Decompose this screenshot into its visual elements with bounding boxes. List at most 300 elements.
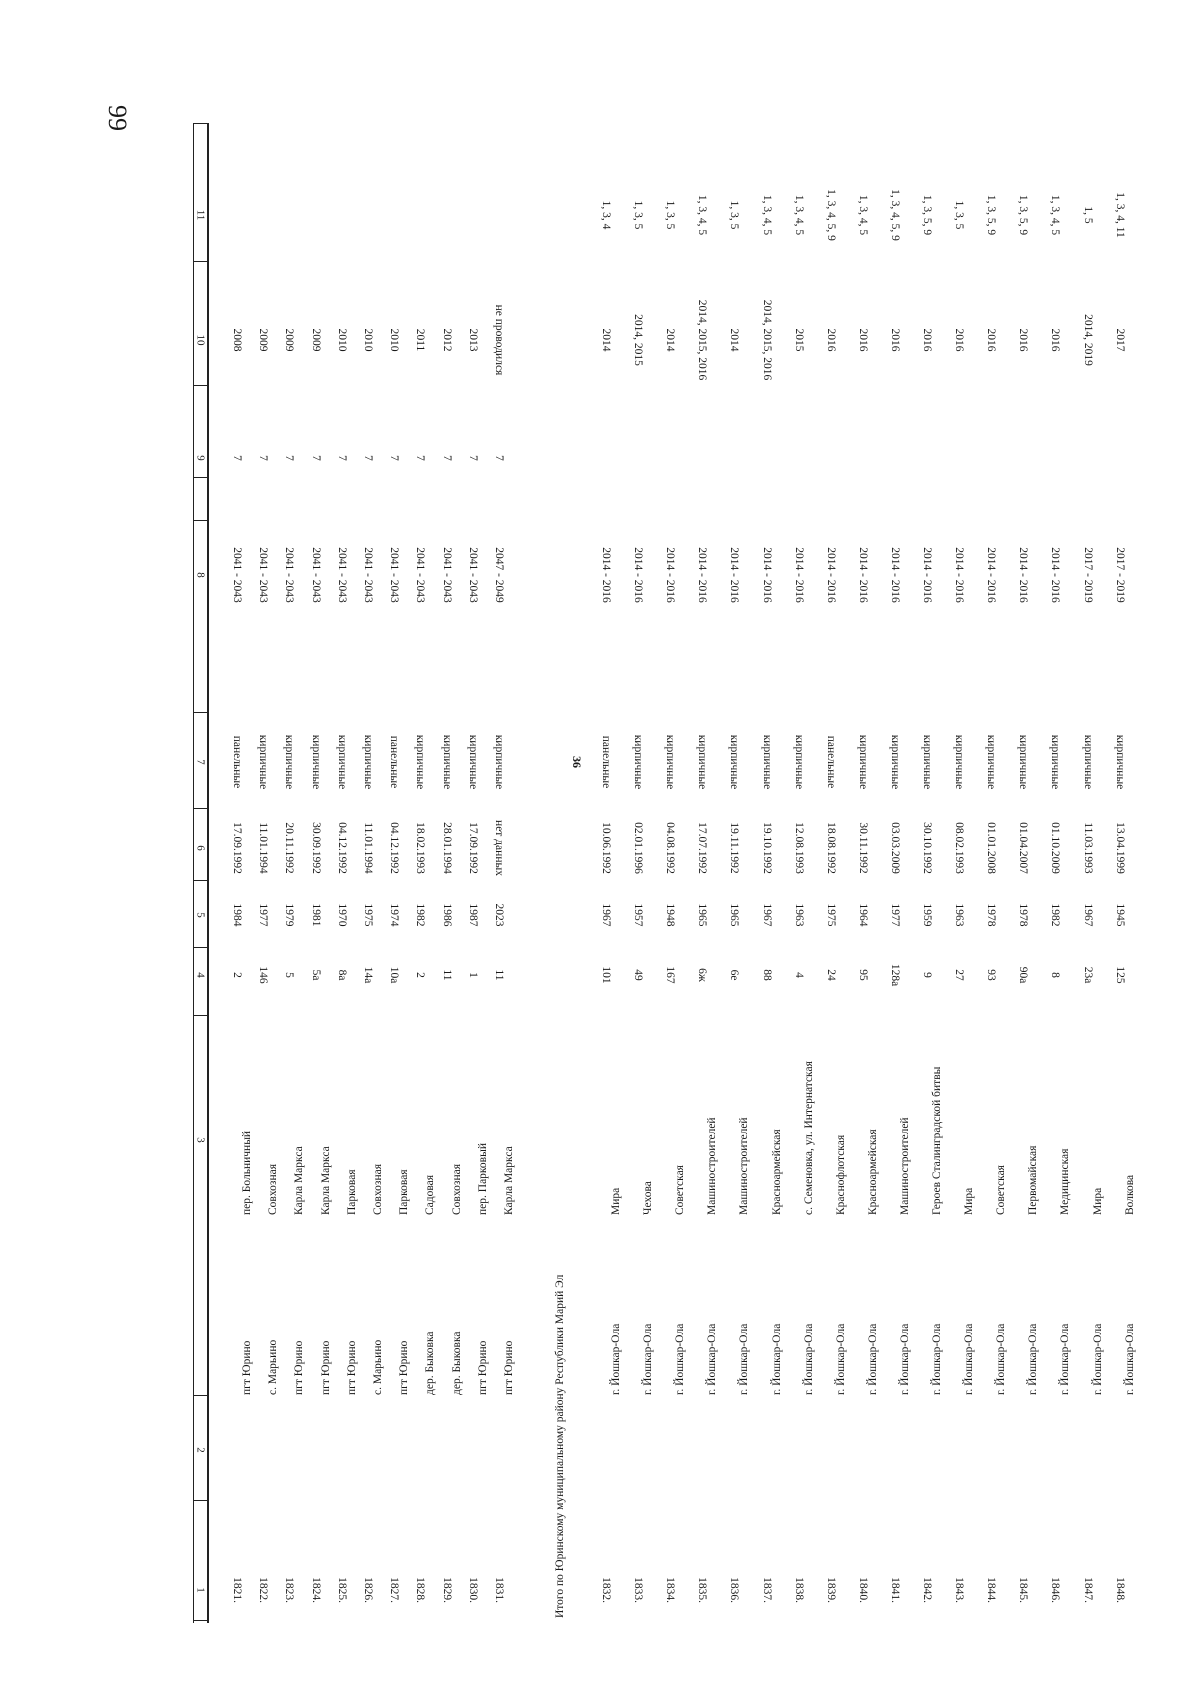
table-cell: 04.08.1992: [663, 822, 676, 874]
table-cell: 1986: [440, 903, 453, 927]
table-cell: 1847.: [1081, 1577, 1094, 1603]
table-cell: 1842.: [920, 1577, 933, 1603]
table-cell: 7: [492, 455, 505, 461]
table-cell: 1959: [920, 903, 933, 927]
table-cell: 1967: [599, 903, 612, 927]
table-cell: 1825.: [335, 1577, 348, 1603]
table-cell: кирпичные: [696, 734, 709, 790]
table-cell: 2014 - 2016: [1017, 547, 1030, 603]
table-cell: 2016: [984, 328, 997, 352]
table-cell: 2: [230, 972, 243, 978]
table-cell: 2009: [256, 328, 269, 352]
table-cell: кирпичные: [283, 734, 296, 790]
column-header: 10: [194, 334, 207, 346]
table-cell: 1964: [856, 903, 869, 927]
table-cell: 17.09.1992: [466, 822, 479, 874]
table-cell: с. Марьино: [267, 1339, 280, 1395]
table-cell: 11.01.1994: [256, 822, 269, 874]
table-cell: 1975: [361, 903, 374, 927]
table-cell: 1843.: [952, 1577, 965, 1603]
table-cell: 1965: [728, 903, 741, 927]
subtotal-label: Итого по Юринскому муниципальному району Республики Марий Эл: [554, 1274, 566, 1618]
table-cell: 19.11.1992: [728, 822, 741, 874]
table-cell: 7: [361, 455, 374, 461]
table-cell: 1, 3, 4, 5: [1049, 194, 1062, 236]
table-cell: 2014 - 2016: [920, 547, 933, 603]
table-cell: 125: [1113, 966, 1126, 984]
table-cell: 9: [920, 972, 933, 978]
table-cell: 2041 - 2043: [335, 547, 348, 603]
table-cell: 1948: [663, 903, 676, 927]
table-cell: пер. Парковый: [476, 1143, 489, 1215]
table-cell: 1982: [414, 903, 427, 927]
table-cell: 2015: [792, 328, 805, 352]
table-cell: кирпичные: [335, 734, 348, 790]
column-header: 8: [194, 572, 207, 578]
table-cell: 1845.: [1017, 1577, 1030, 1603]
table-cell: 1, 3, 4, 5: [696, 194, 709, 236]
column-header: 6: [194, 845, 207, 851]
table-cell: кирпичные: [1017, 734, 1030, 790]
table-cell: г. Йошкар-Ола: [1123, 1323, 1136, 1395]
table-cell: 7: [309, 455, 322, 461]
table-cell: 23а: [1081, 966, 1094, 984]
table-cell: 2041 - 2043: [283, 547, 296, 603]
table-cell: Карла Маркса: [319, 1146, 332, 1215]
table-cell: Советская: [674, 1165, 687, 1215]
column-header: 7: [194, 759, 207, 765]
table-cell: г. Йошкар-Ола: [1059, 1323, 1072, 1395]
table-cell: панельные: [824, 735, 837, 789]
table-cell: кирпичные: [309, 734, 322, 790]
table-cell: 1965: [696, 903, 709, 927]
table-cell: Героев Сталинградской битвы: [931, 1066, 943, 1215]
table-cell: Красноармейская: [770, 1129, 783, 1215]
column-header: 4: [194, 972, 207, 978]
table-cell: пгт Юрино: [241, 1340, 253, 1395]
table-cell: 2014, 2015, 2016: [760, 299, 773, 381]
table-cell: 1823.: [283, 1577, 296, 1603]
table-cell: 1, 3, 4, 5, 9: [888, 189, 901, 241]
table-cell: г. Йошкар-Ола: [866, 1323, 879, 1395]
table-cell: 2014 - 2016: [952, 547, 965, 603]
table-cell: 1977: [256, 903, 269, 927]
table-cell: Волкова: [1123, 1174, 1136, 1215]
table-cell: Машиностроителей: [898, 1117, 911, 1215]
table-cell: 30.10.1992: [920, 822, 933, 874]
table-cell: 1828.: [414, 1577, 427, 1603]
table-cell: панельные: [230, 735, 243, 789]
table-cell: 1, 3, 5, 9: [984, 194, 997, 236]
table-cell: 1, 5: [1081, 206, 1094, 224]
table-cell: 7: [387, 455, 400, 461]
table-cell: 1838.: [792, 1577, 805, 1603]
header-divider: [193, 261, 207, 262]
table-cell: г. Йошкар-Ола: [802, 1323, 815, 1395]
table-cell: кирпичные: [440, 734, 453, 790]
table-cell: 7: [283, 455, 296, 461]
table-cell: 1982: [1049, 903, 1062, 927]
table-cell: 1945: [1113, 903, 1126, 927]
table-cell: г. Йошкар-Ола: [834, 1323, 847, 1395]
table-cell: 2016: [1049, 328, 1062, 352]
table-cell: 11: [492, 969, 505, 981]
table-cell: 1967: [760, 903, 773, 927]
table-cell: 10.06.1992: [599, 822, 612, 874]
table-cell: 1840.: [856, 1577, 869, 1603]
table-cell: 167: [663, 966, 676, 984]
table-cell: 11.01.1994: [361, 822, 374, 874]
table-cell: 1970: [335, 903, 348, 927]
column-header: 1: [194, 1587, 207, 1593]
table-cell: 1, 3, 5, 9: [1017, 194, 1030, 236]
table-cell: 1844.: [984, 1577, 997, 1603]
table-cell: г. Йошкар-Ола: [931, 1323, 943, 1395]
table-cell: кирпичные: [984, 734, 997, 790]
table-cell: 2010: [335, 328, 348, 352]
table-cell: 2016: [856, 328, 869, 352]
table-cell: 6е: [728, 969, 741, 981]
table-cell: 4: [792, 972, 805, 978]
table-cell: не проводился: [492, 304, 505, 376]
header-divider: [193, 477, 207, 478]
table-cell: 2013: [466, 328, 479, 352]
table-cell: 2014: [599, 328, 612, 352]
table-cell: 2010: [387, 328, 400, 352]
table-cell: Совхозная: [267, 1163, 280, 1215]
column-header: 9: [194, 455, 207, 461]
table-cell: 2014 - 2016: [696, 547, 709, 603]
table-cell: 1, 3, 4, 5: [760, 194, 773, 236]
table-cell: 7: [230, 455, 243, 461]
table-cell: 1987: [466, 903, 479, 927]
table-cell: 1834.: [663, 1577, 676, 1603]
table-cell: 2014 - 2016: [888, 547, 901, 603]
table-cell: 8: [1049, 972, 1062, 978]
table-cell: 30.09.1992: [309, 822, 322, 874]
table-cell: 1957: [631, 903, 644, 927]
table-cell: Медицинская: [1059, 1148, 1072, 1215]
table-cell: кирпичные: [920, 734, 933, 790]
column-header: 11: [194, 209, 207, 221]
table-cell: г. Йошкар-Ола: [770, 1323, 783, 1395]
table-cell: 01.04.2007: [1017, 822, 1030, 874]
table-cell: 1, 3, 4, 5: [856, 194, 869, 236]
table-cell: 2008: [230, 328, 243, 352]
table-cell: 2014 - 2016: [631, 547, 644, 603]
table-cell: 49: [631, 969, 644, 981]
table-cell: нет данных: [492, 820, 505, 876]
table-cell: Мира: [1091, 1187, 1104, 1215]
table-cell: 03.03.2009: [888, 822, 901, 874]
table-cell: 1978: [1017, 903, 1030, 927]
table-cell: 2014 - 2016: [728, 547, 741, 603]
subtotal-count: 36: [570, 756, 584, 768]
table-cell: 1839.: [824, 1577, 837, 1603]
table-cell: 2041 - 2043: [309, 547, 322, 603]
table-cell: 8а: [335, 969, 348, 981]
table-cell: 2017: [1113, 328, 1126, 352]
table-cell: Карла Маркса: [503, 1146, 515, 1215]
table-cell: г. Йошкар-Ола: [995, 1323, 1008, 1395]
table-cell: 24: [824, 969, 837, 981]
table-cell: 18.02.1993: [414, 822, 427, 874]
table-cell: Парковая: [398, 1169, 411, 1215]
table-cell: 01.01.2008: [984, 822, 997, 874]
header-divider: [193, 385, 207, 386]
table-cell: кирпичные: [1113, 734, 1126, 790]
table-cell: 1, 3, 4: [599, 200, 612, 230]
table-cell: 7: [440, 455, 453, 461]
table-cell: 17.07.1992: [696, 822, 709, 874]
header-divider: [193, 808, 207, 809]
table-cell: 1837.: [760, 1577, 773, 1603]
table-cell: дер. Быковка: [450, 1331, 463, 1395]
table-cell: 2047 - 2049: [492, 547, 505, 603]
table-cell: 02.01.1996: [631, 822, 644, 874]
table-cell: 2016: [824, 328, 837, 352]
table-cell: 1822.: [256, 1577, 269, 1603]
table-cell: панельные: [599, 735, 612, 789]
column-header: 2: [194, 1447, 207, 1453]
table-cell: 1821.: [230, 1577, 243, 1603]
table-cell: Советская: [995, 1165, 1008, 1215]
table-cell: кирпичные: [856, 734, 869, 790]
table-cell: кирпичные: [888, 734, 901, 790]
table-cell: 7: [335, 455, 348, 461]
table-cell: 1, 3, 5: [728, 200, 741, 230]
table-cell: 20.11.1992: [283, 822, 296, 874]
table-cell: г. Йошкар-Ола: [674, 1323, 687, 1395]
table-cell: 2014, 2015: [631, 314, 644, 366]
table-cell: 2017 - 2019: [1081, 547, 1094, 603]
header-divider: [193, 123, 207, 124]
table-cell: 90а: [1017, 966, 1030, 984]
table-cell: 1974: [387, 903, 400, 927]
table-cell: 12.08.1993: [792, 822, 805, 874]
table-cell: 14а: [361, 966, 374, 984]
table-cell: 1829.: [440, 1577, 453, 1603]
table-cell: 1975: [824, 903, 837, 927]
table-cell: 04.12.1992: [387, 822, 400, 874]
table-cell: 19.10.1992: [760, 822, 773, 874]
table-cell: 2014, 2015, 2016: [696, 299, 709, 381]
table-cell: 1, 3, 4, 5: [792, 194, 805, 236]
table-cell: 7: [256, 455, 269, 461]
table-cell: кирпичные: [492, 734, 505, 790]
table-cell: 1, 3, 5: [663, 200, 676, 230]
table-cell: 2014: [663, 328, 676, 352]
table-cell: 146: [256, 966, 269, 984]
table-cell: кирпичные: [361, 734, 374, 790]
header-divider: [193, 880, 207, 881]
column-header: 3: [194, 1137, 207, 1143]
table-cell: 11: [440, 969, 453, 981]
table-cell: кирпичные: [256, 734, 269, 790]
table-cell: кирпичные: [466, 734, 479, 790]
table-cell: 2041 - 2043: [230, 547, 243, 603]
table-cell: 08.02.1993: [952, 822, 965, 874]
header-divider: [193, 712, 207, 713]
table-cell: пгт Юрино: [476, 1340, 489, 1395]
table-cell: 6ж: [696, 968, 709, 982]
table-cell: с. Семеновка, ул. Интернатская: [802, 1061, 815, 1215]
table-cell: 1846.: [1049, 1577, 1062, 1603]
table-border-top: [207, 123, 209, 1623]
table-cell: 2014, 2019: [1081, 314, 1094, 366]
table-cell: 5: [283, 972, 296, 978]
table-cell: 1841.: [888, 1577, 901, 1603]
table-cell: кирпичные: [414, 734, 427, 790]
table-cell: г. Йошкар-Ола: [738, 1323, 751, 1395]
table-cell: Садовая: [424, 1174, 437, 1215]
table-cell: 1848.: [1113, 1577, 1126, 1603]
table-cell: 10а: [387, 966, 400, 984]
table-cell: 2023: [492, 903, 505, 927]
table-cell: кирпичные: [631, 734, 644, 790]
table-cell: 11.03.1993: [1081, 822, 1094, 874]
table-cell: 1977: [888, 903, 901, 927]
table-cell: 1, 3, 4, 11: [1113, 192, 1126, 238]
table-cell: 2016: [888, 328, 901, 352]
header-divider: [193, 1500, 207, 1501]
table-cell: 1827.: [387, 1577, 400, 1603]
table-cell: 2041 - 2043: [414, 547, 427, 603]
table-cell: пгт Юрино: [293, 1340, 306, 1395]
table-cell: 13.04.1999: [1113, 822, 1126, 874]
table-cell: панельные: [387, 735, 400, 789]
table-cell: кирпичные: [728, 734, 741, 790]
table-cell: г. Йошкар-Ола: [610, 1323, 622, 1395]
table-cell: Первомайская: [1027, 1145, 1040, 1215]
table-cell: 18.08.1992: [824, 822, 837, 874]
table-cell: 2014 - 2016: [599, 547, 612, 603]
table-cell: 1835.: [696, 1577, 709, 1603]
table-cell: 2012: [440, 328, 453, 352]
table-cell: 2041 - 2043: [387, 547, 400, 603]
table-cell: 1824.: [309, 1577, 322, 1603]
table-cell: 1, 3, 4, 5, 9: [824, 189, 837, 241]
header-divider: [193, 520, 207, 521]
table-cell: 1967: [1081, 903, 1094, 927]
table-cell: 88: [760, 969, 773, 981]
table-cell: кирпичные: [1081, 734, 1094, 790]
table-cell: 1963: [792, 903, 805, 927]
table-cell: Мира: [610, 1187, 622, 1215]
table-cell: 2041 - 2043: [361, 547, 374, 603]
table-cell: г. Йошкар-Ола: [1027, 1323, 1040, 1395]
table-cell: пгт Юрино: [398, 1340, 411, 1395]
table-cell: 01.10.2009: [1049, 822, 1062, 874]
table-cell: Краснофлотская: [834, 1134, 847, 1215]
table-cell: 7: [466, 455, 479, 461]
table-cell: Совхозная: [372, 1163, 384, 1215]
table-cell: 2041 - 2043: [440, 547, 453, 603]
table-cell: 1826.: [361, 1577, 374, 1603]
table-cell: кирпичные: [952, 734, 965, 790]
column-header: 5: [194, 912, 207, 918]
table-cell: 2009: [309, 328, 322, 352]
table-cell: 1832.: [599, 1577, 612, 1603]
table-cell: 95: [856, 969, 869, 981]
table-cell: 1831.: [492, 1577, 505, 1603]
table-cell: 2014 - 2016: [792, 547, 805, 603]
table-cell: 1979: [283, 903, 296, 927]
table-cell: Совхозная: [450, 1163, 463, 1215]
table-cell: 1: [466, 972, 479, 978]
table-cell: Машиностроителей: [706, 1117, 719, 1215]
table-cell: Красноармейская: [866, 1129, 879, 1215]
table-cell: 1984: [230, 903, 243, 927]
table-cell: 1981: [309, 903, 322, 927]
table-cell: 2: [414, 972, 427, 978]
table-cell: 2014 - 2016: [856, 547, 869, 603]
table-cell: Чехова: [642, 1181, 655, 1215]
table-cell: г. Йошкар-Ола: [1091, 1323, 1104, 1395]
table-cell: г. Йошкар-Ола: [706, 1323, 719, 1395]
table-cell: г. Йошкар-Ола: [898, 1323, 911, 1395]
table-cell: 128а: [888, 963, 901, 987]
table-cell: пгт Юрино: [345, 1340, 358, 1395]
table-cell: 2010: [361, 328, 374, 352]
table-cell: 1, 3, 5, 9: [920, 194, 933, 236]
table-cell: 30.11.1992: [856, 822, 869, 874]
table-cell: 2011: [414, 328, 427, 352]
table-cell: 1963: [952, 903, 965, 927]
table-cell: 1830.: [466, 1577, 479, 1603]
table-cell: Карла Маркса: [293, 1146, 306, 1215]
table-cell: 2016: [920, 328, 933, 352]
table-cell: 27: [952, 969, 965, 981]
table-cell: 2014 - 2016: [760, 547, 773, 603]
table-cell: 2016: [1017, 328, 1030, 352]
table-cell: 2014 - 2016: [984, 547, 997, 603]
table-cell: 2016: [952, 328, 965, 352]
table-cell: 2017 - 2019: [1113, 547, 1126, 603]
table-cell: кирпичные: [760, 734, 773, 790]
table-cell: 1836.: [728, 1577, 741, 1603]
table-cell: пгт Юрино: [319, 1340, 332, 1395]
table-cell: Машиностроителей: [738, 1117, 751, 1215]
table-cell: Парковая: [345, 1169, 358, 1215]
table-cell: 2014 - 2016: [1049, 547, 1062, 603]
table-cell: 1833.: [631, 1577, 644, 1603]
table-cell: 17.09.1992: [230, 822, 243, 874]
table-cell: 93: [984, 969, 997, 981]
table-cell: кирпичные: [792, 734, 805, 790]
table-cell: 2014 - 2016: [824, 547, 837, 603]
table-cell: 04.12.1992: [335, 822, 348, 874]
page-number: 99: [103, 105, 132, 131]
header-divider: [193, 1395, 207, 1396]
table-cell: 2009: [283, 328, 296, 352]
header-divider: [193, 947, 207, 948]
table-cell: 5а: [309, 969, 322, 981]
table-cell: 2041 - 2043: [256, 547, 269, 603]
table-cell: г. Йошкар-Ола: [963, 1323, 976, 1395]
header-divider: [193, 1620, 207, 1621]
table-cell: 2014 - 2016: [663, 547, 676, 603]
table-cell: 1, 3, 5: [952, 200, 965, 230]
table-cell: дер. Быковка: [424, 1331, 437, 1395]
table-cell: 7: [414, 455, 427, 461]
table-cell: с. Марьино: [372, 1339, 384, 1395]
header-divider: [193, 1015, 207, 1016]
table-cell: пер. Больничный: [241, 1130, 253, 1215]
table-cell: г. Йошкар-Ола: [642, 1323, 655, 1395]
table-cell: 2014: [728, 328, 741, 352]
table-cell: 2041 - 2043: [466, 547, 479, 603]
